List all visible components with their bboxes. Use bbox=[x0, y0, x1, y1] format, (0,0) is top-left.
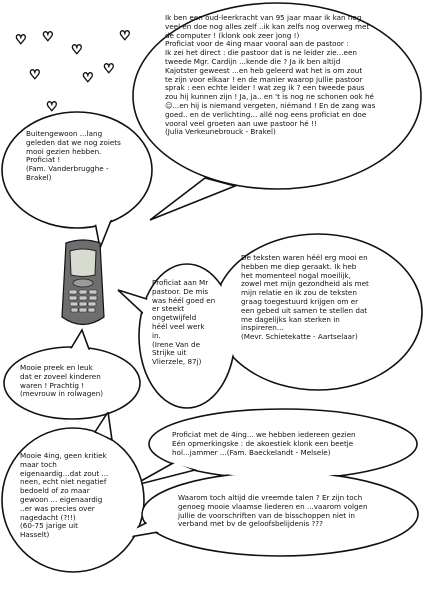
heart-icon: ♡ bbox=[103, 62, 115, 77]
message-kritiek: Mooie 4ing, geen kritiek maar toch eigenaardig...dat zout ... neen, echt niet negatief bedoeld of zo maar gewoon ... eigenaardig ..er was precies over nagedacht (?!!) (60-75 jarige uit Hasselt) bbox=[20, 451, 109, 540]
message-top: Ik ben een oud-leerkracht van 95 jaar maar ik kan nog veel en doe nog alles zelf ..ik kan zelfs nog overweg met de computer ! (klonk ook zeer jong !) Proficiat voor de 4ing maar vooral aan de pastoor : Ik zei het direct : die pastoor dat is ne leider zie...een tweede Mgr. Cardijn ...kende die ? Ja ik ben altijd Kajotster geweest ...en heb geleerd wat het is om zout te zijn voor elkaar ! en de manier waarop jullie pastoor sprak : een echte leider ! wat zeg ik ? een tweede paus zou hij kunnen zijn ! Ja, ja.. en 't is nog ne schonen ook hé ☺...en hij is niemand vergeten, niémand ! En de zang was goed.. en de verlichting... allé nog eens proficiat en doe vooral veel groeten aan uwe pastoor hé !! (Julia Verkeunebrouck - Brakel) bbox=[165, 13, 376, 137]
message-teksten: De teksten waren héél erg mooi en hebben me diep geraakt. Ik heb het momenteel nogal moeilijk, zowel met mijn gezondheid als met mijn relatie en ik zou de teksten graag toegestuurd krijgen om er een gebed uit samen te stellen dat me dagelijks kan sterken in inspireren... (Mevr. Schietekatte - Aartselaar) bbox=[241, 253, 369, 342]
message-buitengewoon: Buitengewoon ...lang geleden dat we nog zoiets mooi gezien hebben. Proficiat ! (Fam. Vanderbrugghe - Brakel) bbox=[26, 129, 121, 182]
heart-icon: ♡ bbox=[119, 29, 131, 44]
heart-icon: ♡ bbox=[46, 100, 58, 115]
message-preek: Mooie preek en leuk dat er zoveel kinderen waren ! Prachtig ! (mevrouw in rolwagen) bbox=[20, 363, 104, 399]
message-talen: Waarom toch altijd die vreemde talen ? Er zijn toch genoeg mooie vlaamse liederen en ...vaarom volgen jullie de voorschriften van de bisschoppen niet in verband met bv de geloofsbelijdenis ??? bbox=[178, 493, 368, 529]
heart-icon: ♡ bbox=[15, 33, 27, 48]
message-4ing: Proficiat met de 4ing... we hebben iedereen gezien Eén opmerkingske : de akoestiek klonk een beetje hol...jammer ...(Fam. Baeckelandt - Melsele) bbox=[172, 430, 356, 457]
heart-icon: ♡ bbox=[71, 43, 83, 58]
heart-icon: ♡ bbox=[42, 30, 54, 45]
heart-icon: ♡ bbox=[82, 71, 94, 86]
message-proficiat-mr: Proficiat aan Mr pastoor. De mis was héél goed en er steekt ongetwijfeld héél veel werk in. (Irene Van de Strijke uit Vlierzele, 87j) bbox=[152, 278, 216, 367]
mobile-phone-icon bbox=[58, 237, 108, 332]
heart-icon: ♡ bbox=[29, 68, 41, 83]
